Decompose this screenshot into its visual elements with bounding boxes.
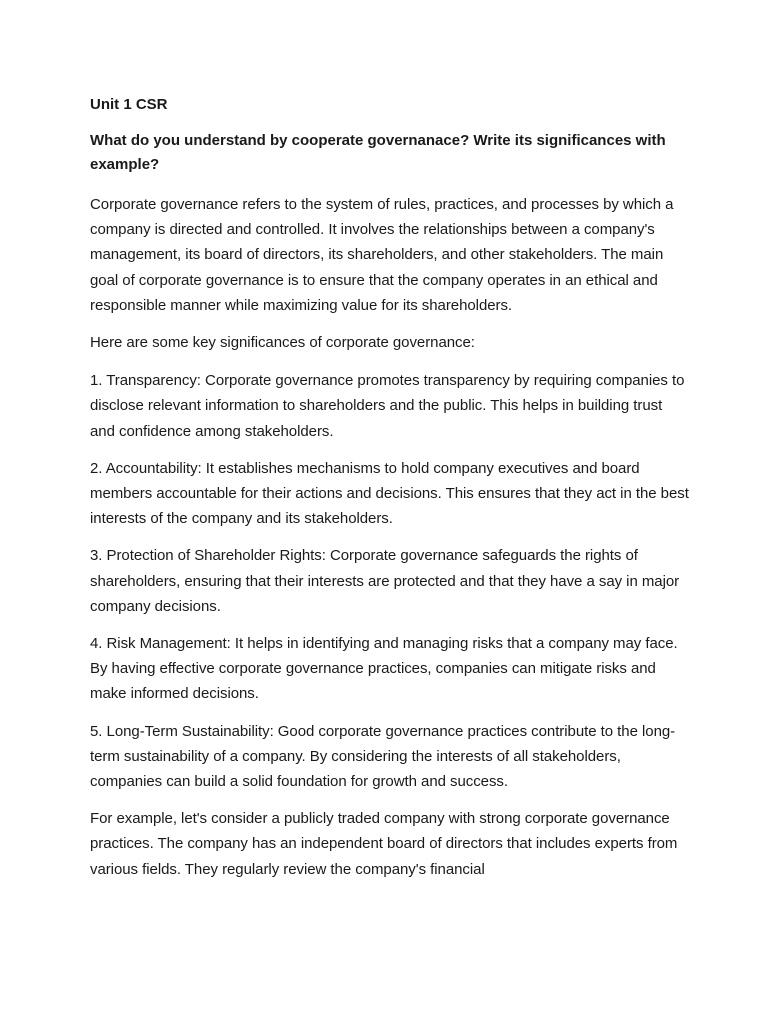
paragraph-shareholder-rights: 3. Protection of Shareholder Rights: Corporate governance safeguards the rights of shareholders, ensuring that their interests are protected and that they have a say in major company decisions. (90, 547, 680, 615)
document-page (90, 93, 690, 894)
paragraph-risk-management: 4. Risk Management: It helps in identifying and managing risks that a company may face. By having effective corporate governance practices, companies can mitigate risks and make informed decisions. (90, 635, 678, 703)
paragraph-sustainability: 5. Long-Term Sustainability: Good corporate governance practices contribute to the long-term sustainability of a company. By considering the interests of all stakeholders, companies can build a solid foundation for growth and success. (90, 722, 676, 791)
paragraph-definition: Corporate governance refers to the system of rules, practices, and processes by which a company is directed and controlled. It involves the relationships between a company's management, its board of directors, its shareholders, and other stakeholders. The main goal of corporate governance is to ensure that the company operates in an ethical and responsible manner while maximizing value for its shareholders. (90, 196, 674, 314)
question-heading: What do you understand by cooperate governanace? Write its significances with example? (90, 132, 666, 173)
paragraph-example: For example, let's consider a publicly traded company with strong corporate governance practices. The company has an independent board of directors that includes experts from various fields. They regularly review the company's financial (90, 810, 678, 878)
paragraph-transparency: 1. Transparency: Corporate governance promotes transparency by requiring companies to disclose relevant information to shareholders and the public. This helps in building trust and confidence among stakeholders. (90, 372, 685, 440)
unit-title: Unit 1 CSR (90, 96, 168, 113)
paragraph-accountability: 2. Accountability: It establishes mechanisms to hold company executives and board members accountable for their actions and decisions. This ensures that they act in the best interests of the company and its stakeholders. (90, 459, 689, 528)
paragraph-intro: Here are some key significances of corporate governance: (90, 334, 475, 352)
